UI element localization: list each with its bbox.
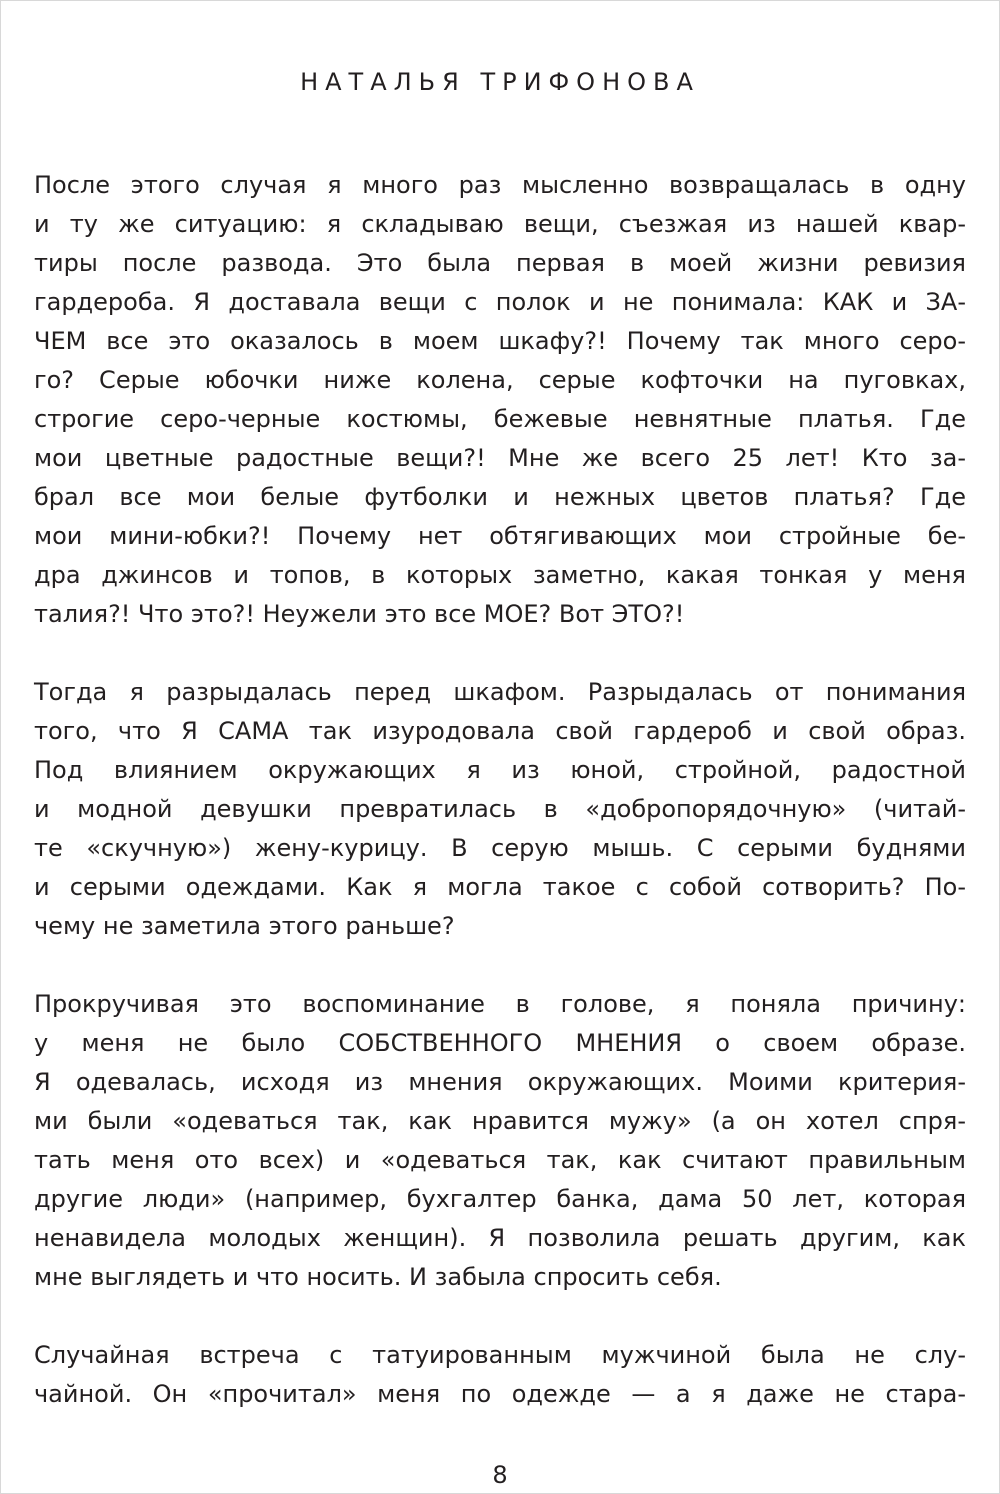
- text-line: брал все мои белые футболки и нежных цветов платья? Где: [34, 483, 966, 511]
- text-line: дра джинсов и топов, в которых заметно, какая тонкая у меня: [34, 561, 966, 589]
- paragraph-2: [34, 673, 966, 946]
- text-line: ненавидела молодых женщин). Я позволила решать другим, как: [34, 1224, 966, 1252]
- text-line: Прокручивая это воспоминание в голове, я поняла причину:: [34, 990, 966, 1018]
- text-line: того, что Я САМА так изуродовала свой гардероб и свой образ.: [34, 717, 966, 745]
- text-line: и серыми одеждами. Как я могла такое с собой сотворить? По-: [34, 873, 966, 901]
- text-line: строгие серо-черные костюмы, бежевые невнятные платья. Где: [34, 405, 966, 433]
- text-line: ми были «одеваться так, как нравится мужу» (а он хотел спря-: [34, 1107, 966, 1135]
- text-line: чему не заметила этого раньше?: [34, 912, 455, 940]
- text-line: тиры после развода. Это была первая в моей жизни ревизия: [34, 249, 966, 277]
- text-line: Под влиянием окружающих я из юной, стройной, радостной: [34, 756, 966, 784]
- text-line: и модной девушки превратилась в «добропорядочную» (читай-: [34, 795, 966, 823]
- running-head: НАТАЛЬЯ ТРИФОНОВА: [300, 68, 700, 96]
- text-line: чайной. Он «прочитал» меня по одежде — а я даже не стара-: [34, 1380, 966, 1408]
- paragraph-spacer: [34, 634, 966, 673]
- text-line: те «скучную») жену-курицу. В серую мышь. С серыми буднями: [34, 834, 966, 862]
- text-line: и ту же ситуацию: я складываю вещи, съезжая из нашей квар-: [34, 210, 966, 238]
- text-line: го? Серые юбочки ниже колена, серые кофточки на пуговках,: [34, 366, 966, 394]
- text-line: Случайная встреча с татуированным мужчиной была не слу-: [34, 1341, 966, 1369]
- text-line: другие люди» (например, бухгалтер банка, дама 50 лет, которая: [34, 1185, 966, 1213]
- text-line: ЧЕМ все это оказалось в моем шкафу?! Почему так много серо-: [34, 327, 966, 355]
- paragraph-spacer: [34, 946, 966, 985]
- text-line: мои цветные радостные вещи?! Мне же всего 25 лет! Кто за-: [34, 444, 966, 472]
- paragraph-spacer: [34, 1297, 966, 1336]
- text-line: Я одевалась, исходя из мнения окружающих. Моими критерия-: [34, 1068, 966, 1096]
- body-text: [34, 166, 966, 1414]
- text-line: мои мини-юбки?! Почему нет обтягивающих мои стройные бе-: [34, 522, 966, 550]
- paragraph-1: [34, 166, 966, 634]
- paragraph-4: [34, 1336, 966, 1414]
- text-line: талия?! Что это?! Неужели это все МОЕ? Вот ЭТО?!: [34, 600, 685, 628]
- text-line: Тогда я разрыдалась перед шкафом. Разрыдалась от понимания: [34, 678, 966, 706]
- page-number: 8: [492, 1461, 508, 1489]
- text-line: гардероба. Я доставала вещи с полок и не понимала: КАК и ЗА-: [34, 288, 966, 316]
- text-line: мне выглядеть и что носить. И забыла спросить себя.: [34, 1263, 722, 1291]
- paragraph-3: [34, 985, 966, 1297]
- text-line: у меня не было СОБСТВЕННОГО МНЕНИЯ о своем образе.: [34, 1029, 966, 1057]
- text-line: тать меня ото всех) и «одеваться так, как считают правильным: [34, 1146, 966, 1174]
- text-line: После этого случая я много раз мысленно возвращалась в одну: [34, 171, 966, 199]
